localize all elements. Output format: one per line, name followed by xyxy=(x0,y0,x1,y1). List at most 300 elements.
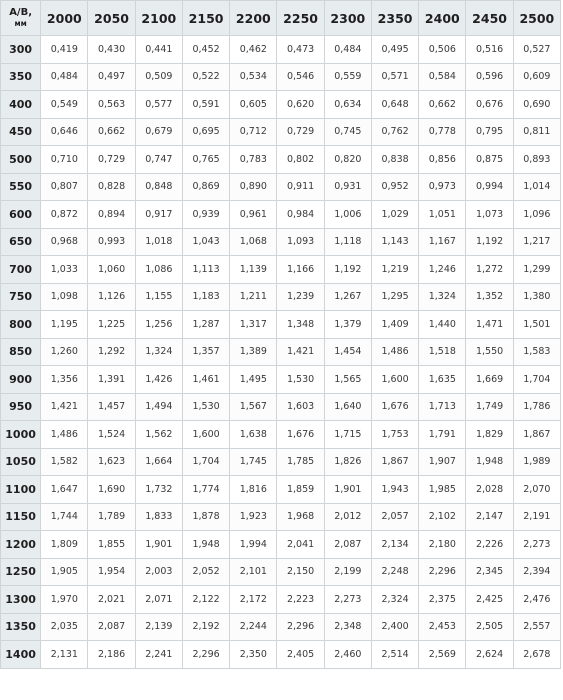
row-header: 1300 xyxy=(1,586,41,614)
table-cell: 1,968 xyxy=(277,503,324,531)
table-cell: 1,155 xyxy=(135,283,182,311)
table-cell: 0,609 xyxy=(513,63,560,91)
table-cell: 1,985 xyxy=(419,476,466,504)
table-cell: 1,669 xyxy=(466,366,513,394)
table-cell: 0,765 xyxy=(182,146,229,174)
row-header: 900 xyxy=(1,366,41,394)
row-header: 300 xyxy=(1,36,41,64)
corner-header-cell xyxy=(1,1,41,36)
table-cell: 1,317 xyxy=(230,311,277,339)
column-header: 2050 xyxy=(88,1,135,36)
table-cell: 2,324 xyxy=(371,586,418,614)
table-cell: 1,295 xyxy=(371,283,418,311)
table-cell: 1,409 xyxy=(371,311,418,339)
table-cell: 1,096 xyxy=(513,201,560,229)
table-cell: 1,786 xyxy=(513,393,560,421)
column-header: 2450 xyxy=(466,1,513,36)
table-cell: 0,679 xyxy=(135,118,182,146)
table-cell: 0,676 xyxy=(466,91,513,119)
table-cell: 2,028 xyxy=(466,476,513,504)
table-cell: 0,890 xyxy=(230,173,277,201)
table-cell: 1,647 xyxy=(41,476,88,504)
table-cell: 0,534 xyxy=(230,63,277,91)
table-cell: 2,147 xyxy=(466,503,513,531)
table-cell: 1,391 xyxy=(88,366,135,394)
table-cell: 2,624 xyxy=(466,641,513,669)
table-cell: 1,948 xyxy=(466,448,513,476)
table-row xyxy=(1,256,561,284)
table-row xyxy=(1,366,561,394)
column-header: 2000 xyxy=(41,1,88,36)
table-cell: 1,494 xyxy=(135,393,182,421)
table-cell: 1,139 xyxy=(230,256,277,284)
column-header: 2250 xyxy=(277,1,324,36)
table-cell: 1,901 xyxy=(135,531,182,559)
table-cell: 0,911 xyxy=(277,173,324,201)
table-row xyxy=(1,531,561,559)
row-header: 950 xyxy=(1,393,41,421)
table-cell: 1,855 xyxy=(88,531,135,559)
table-cell: 1,471 xyxy=(466,311,513,339)
row-header: 650 xyxy=(1,228,41,256)
table-cell: 0,952 xyxy=(371,173,418,201)
table-cell: 1,098 xyxy=(41,283,88,311)
table-cell: 1,901 xyxy=(324,476,371,504)
table-cell: 1,183 xyxy=(182,283,229,311)
table-cell: 1,421 xyxy=(41,393,88,421)
row-header: 1100 xyxy=(1,476,41,504)
table-cell: 2,394 xyxy=(513,558,560,586)
table-cell: 0,762 xyxy=(371,118,418,146)
table-cell: 0,710 xyxy=(41,146,88,174)
table-cell: 0,577 xyxy=(135,91,182,119)
table-cell: 0,838 xyxy=(371,146,418,174)
table-cell: 1,272 xyxy=(466,256,513,284)
table-cell: 2,453 xyxy=(419,613,466,641)
table-cell: 1,389 xyxy=(230,338,277,366)
table-row xyxy=(1,63,561,91)
table-row xyxy=(1,476,561,504)
table-cell: 0,872 xyxy=(41,201,88,229)
table-cell: 1,690 xyxy=(88,476,135,504)
table-cell: 1,713 xyxy=(419,393,466,421)
table-cell: 1,086 xyxy=(135,256,182,284)
table-cell: 0,745 xyxy=(324,118,371,146)
table-cell: 0,473 xyxy=(277,36,324,64)
table-row xyxy=(1,118,561,146)
table-cell: 1,457 xyxy=(88,393,135,421)
table-cell: 0,811 xyxy=(513,118,560,146)
table-cell: 0,893 xyxy=(513,146,560,174)
table-cell: 1,292 xyxy=(88,338,135,366)
row-header: 400 xyxy=(1,91,41,119)
table-cell: 2,505 xyxy=(466,613,513,641)
table-cell: 2,150 xyxy=(277,558,324,586)
table-cell: 1,018 xyxy=(135,228,182,256)
table-row xyxy=(1,448,561,476)
table-cell: 2,296 xyxy=(277,613,324,641)
corner-label: A/B, xyxy=(9,7,32,18)
table-cell: 2,678 xyxy=(513,641,560,669)
table-cell: 0,506 xyxy=(419,36,466,64)
table-cell: 0,549 xyxy=(41,91,88,119)
table-cell: 2,087 xyxy=(324,531,371,559)
table-cell: 1,732 xyxy=(135,476,182,504)
table-cell: 0,961 xyxy=(230,201,277,229)
table-cell: 1,143 xyxy=(371,228,418,256)
table-cell: 2,122 xyxy=(182,586,229,614)
table-row xyxy=(1,173,561,201)
table-cell: 0,917 xyxy=(135,201,182,229)
table-cell: 2,345 xyxy=(466,558,513,586)
table-cell: 2,087 xyxy=(88,613,135,641)
table-cell: 1,348 xyxy=(277,311,324,339)
table-cell: 1,267 xyxy=(324,283,371,311)
table-cell: 0,430 xyxy=(88,36,135,64)
table-cell: 0,875 xyxy=(466,146,513,174)
table-cell: 2,248 xyxy=(371,558,418,586)
table-cell: 1,753 xyxy=(371,421,418,449)
table-cell: 0,783 xyxy=(230,146,277,174)
table-cell: 1,948 xyxy=(182,531,229,559)
table-cell: 2,071 xyxy=(135,586,182,614)
row-header: 550 xyxy=(1,173,41,201)
column-header: 2400 xyxy=(419,1,466,36)
table-cell: 1,192 xyxy=(324,256,371,284)
table-cell: 2,101 xyxy=(230,558,277,586)
table-cell: 2,476 xyxy=(513,586,560,614)
table-row xyxy=(1,228,561,256)
table-cell: 0,994 xyxy=(466,173,513,201)
table-cell: 2,003 xyxy=(135,558,182,586)
table-cell: 1,635 xyxy=(419,366,466,394)
table-cell: 1,501 xyxy=(513,311,560,339)
table-row xyxy=(1,641,561,669)
table-cell: 0,856 xyxy=(419,146,466,174)
table-cell: 1,704 xyxy=(513,366,560,394)
table-cell: 1,524 xyxy=(88,421,135,449)
table-cell: 2,057 xyxy=(371,503,418,531)
table-cell: 1,246 xyxy=(419,256,466,284)
table-cell: 1,421 xyxy=(277,338,324,366)
table-cell: 1,867 xyxy=(371,448,418,476)
table-cell: 2,139 xyxy=(135,613,182,641)
table-cell: 1,287 xyxy=(182,311,229,339)
table-cell: 0,527 xyxy=(513,36,560,64)
table-cell: 1,562 xyxy=(135,421,182,449)
table-body xyxy=(1,36,561,669)
table-cell: 2,041 xyxy=(277,531,324,559)
row-header: 800 xyxy=(1,311,41,339)
table-cell: 1,749 xyxy=(466,393,513,421)
table-cell: 1,379 xyxy=(324,311,371,339)
table-cell: 1,166 xyxy=(277,256,324,284)
table-cell: 2,012 xyxy=(324,503,371,531)
table-row xyxy=(1,421,561,449)
table-cell: 1,600 xyxy=(371,366,418,394)
table-cell: 1,352 xyxy=(466,283,513,311)
table-row xyxy=(1,393,561,421)
column-header: 2350 xyxy=(371,1,418,36)
table-cell: 0,419 xyxy=(41,36,88,64)
table-cell: 2,375 xyxy=(419,586,466,614)
table-cell: 0,712 xyxy=(230,118,277,146)
row-header: 1000 xyxy=(1,421,41,449)
table-cell: 2,052 xyxy=(182,558,229,586)
table-cell: 1,789 xyxy=(88,503,135,531)
table-cell: 1,829 xyxy=(466,421,513,449)
row-header: 450 xyxy=(1,118,41,146)
row-header: 700 xyxy=(1,256,41,284)
table-row xyxy=(1,91,561,119)
row-header: 1150 xyxy=(1,503,41,531)
table-cell: 1,051 xyxy=(419,201,466,229)
table-cell: 0,559 xyxy=(324,63,371,91)
table-cell: 1,380 xyxy=(513,283,560,311)
table-cell: 1,715 xyxy=(324,421,371,449)
table-cell: 0,747 xyxy=(135,146,182,174)
table-cell: 0,509 xyxy=(135,63,182,91)
table-cell: 1,486 xyxy=(371,338,418,366)
column-header: 2150 xyxy=(182,1,229,36)
table-cell: 1,923 xyxy=(230,503,277,531)
table-cell: 0,646 xyxy=(41,118,88,146)
table-cell: 1,905 xyxy=(41,558,88,586)
table-cell: 1,219 xyxy=(371,256,418,284)
table-cell: 1,970 xyxy=(41,586,88,614)
table-cell: 0,648 xyxy=(371,91,418,119)
table-cell: 0,522 xyxy=(182,63,229,91)
table-cell: 1,073 xyxy=(466,201,513,229)
table-cell: 1,195 xyxy=(41,311,88,339)
table-cell: 1,530 xyxy=(277,366,324,394)
table-cell: 1,118 xyxy=(324,228,371,256)
table-cell: 2,273 xyxy=(324,586,371,614)
row-header: 600 xyxy=(1,201,41,229)
row-header: 1400 xyxy=(1,641,41,669)
table-cell: 2,296 xyxy=(182,641,229,669)
table-cell: 1,878 xyxy=(182,503,229,531)
table-cell: 2,460 xyxy=(324,641,371,669)
table-cell: 0,968 xyxy=(41,228,88,256)
table-cell: 1,816 xyxy=(230,476,277,504)
table-cell: 1,994 xyxy=(230,531,277,559)
table-cell: 0,662 xyxy=(419,91,466,119)
table-cell: 0,584 xyxy=(419,63,466,91)
table-cell: 2,070 xyxy=(513,476,560,504)
table-cell: 1,603 xyxy=(277,393,324,421)
table-cell: 1,211 xyxy=(230,283,277,311)
table-cell: 1,664 xyxy=(135,448,182,476)
table-cell: 0,939 xyxy=(182,201,229,229)
table-cell: 2,405 xyxy=(277,641,324,669)
row-header: 1200 xyxy=(1,531,41,559)
table-cell: 2,296 xyxy=(419,558,466,586)
table-cell: 1,640 xyxy=(324,393,371,421)
table-cell: 0,931 xyxy=(324,173,371,201)
table-cell: 0,516 xyxy=(466,36,513,64)
table-cell: 1,791 xyxy=(419,421,466,449)
table-cell: 1,461 xyxy=(182,366,229,394)
table-cell: 1,565 xyxy=(324,366,371,394)
table-cell: 2,102 xyxy=(419,503,466,531)
row-header: 350 xyxy=(1,63,41,91)
table-cell: 0,802 xyxy=(277,146,324,174)
table-cell: 0,591 xyxy=(182,91,229,119)
column-header: 2200 xyxy=(230,1,277,36)
table-cell: 1,167 xyxy=(419,228,466,256)
table-cell: 1,989 xyxy=(513,448,560,476)
table-cell: 1,676 xyxy=(277,421,324,449)
table-row xyxy=(1,613,561,641)
table-cell: 0,620 xyxy=(277,91,324,119)
table-cell: 1,638 xyxy=(230,421,277,449)
table-cell: 0,729 xyxy=(88,146,135,174)
table-cell: 1,567 xyxy=(230,393,277,421)
table-cell: 1,217 xyxy=(513,228,560,256)
table-cell: 1,833 xyxy=(135,503,182,531)
table-row xyxy=(1,201,561,229)
column-header: 2300 xyxy=(324,1,371,36)
table-row xyxy=(1,338,561,366)
table-cell: 0,605 xyxy=(230,91,277,119)
table-cell: 2,348 xyxy=(324,613,371,641)
table-cell: 0,571 xyxy=(371,63,418,91)
table-cell: 1,068 xyxy=(230,228,277,256)
table-cell: 1,704 xyxy=(182,448,229,476)
table-cell: 2,244 xyxy=(230,613,277,641)
table-cell: 0,452 xyxy=(182,36,229,64)
table-cell: 1,550 xyxy=(466,338,513,366)
table-row xyxy=(1,311,561,339)
table-cell: 1,867 xyxy=(513,421,560,449)
table-header xyxy=(1,1,561,36)
table-row xyxy=(1,36,561,64)
table-cell: 2,134 xyxy=(371,531,418,559)
table-cell: 2,180 xyxy=(419,531,466,559)
table-cell: 0,894 xyxy=(88,201,135,229)
table-cell: 1,014 xyxy=(513,173,560,201)
table-cell: 1,744 xyxy=(41,503,88,531)
table-cell: 1,260 xyxy=(41,338,88,366)
table-cell: 2,226 xyxy=(466,531,513,559)
column-header: 2100 xyxy=(135,1,182,36)
table-cell: 1,324 xyxy=(419,283,466,311)
table-cell: 1,676 xyxy=(371,393,418,421)
row-header: 850 xyxy=(1,338,41,366)
table-cell: 2,514 xyxy=(371,641,418,669)
table-cell: 1,126 xyxy=(88,283,135,311)
column-header: 2500 xyxy=(513,1,560,36)
table-cell: 2,192 xyxy=(182,613,229,641)
table-cell: 1,256 xyxy=(135,311,182,339)
table-cell: 0,993 xyxy=(88,228,135,256)
table-cell: 0,484 xyxy=(324,36,371,64)
table-cell: 0,807 xyxy=(41,173,88,201)
table-cell: 0,778 xyxy=(419,118,466,146)
table-cell: 0,546 xyxy=(277,63,324,91)
table-cell: 1,785 xyxy=(277,448,324,476)
table-cell: 1,299 xyxy=(513,256,560,284)
row-header: 500 xyxy=(1,146,41,174)
table-cell: 0,634 xyxy=(324,91,371,119)
table-cell: 2,350 xyxy=(230,641,277,669)
table-cell: 0,484 xyxy=(41,63,88,91)
table-cell: 1,426 xyxy=(135,366,182,394)
table-cell: 0,973 xyxy=(419,173,466,201)
table-cell: 0,729 xyxy=(277,118,324,146)
table-cell: 0,662 xyxy=(88,118,135,146)
table-cell: 2,400 xyxy=(371,613,418,641)
table-cell: 0,497 xyxy=(88,63,135,91)
table-cell: 1,943 xyxy=(371,476,418,504)
corner-unit: мм xyxy=(14,19,27,28)
table-cell: 0,563 xyxy=(88,91,135,119)
table-cell: 1,600 xyxy=(182,421,229,449)
table-cell: 0,795 xyxy=(466,118,513,146)
table-cell: 0,848 xyxy=(135,173,182,201)
table-cell: 1,239 xyxy=(277,283,324,311)
table-cell: 1,043 xyxy=(182,228,229,256)
table-cell: 0,690 xyxy=(513,91,560,119)
table-cell: 2,223 xyxy=(277,586,324,614)
table-cell: 2,191 xyxy=(513,503,560,531)
table-cell: 1,518 xyxy=(419,338,466,366)
table-cell: 1,356 xyxy=(41,366,88,394)
table-cell: 1,033 xyxy=(41,256,88,284)
table-cell: 2,035 xyxy=(41,613,88,641)
table-cell: 1,809 xyxy=(41,531,88,559)
table-cell: 1,440 xyxy=(419,311,466,339)
table-cell: 1,954 xyxy=(88,558,135,586)
table-cell: 1,093 xyxy=(277,228,324,256)
table-cell: 1,006 xyxy=(324,201,371,229)
header-row xyxy=(1,1,561,36)
table-cell: 0,984 xyxy=(277,201,324,229)
table-cell: 1,582 xyxy=(41,448,88,476)
table-cell: 1,774 xyxy=(182,476,229,504)
row-header: 750 xyxy=(1,283,41,311)
table-row xyxy=(1,146,561,174)
table-cell: 0,869 xyxy=(182,173,229,201)
row-header: 1050 xyxy=(1,448,41,476)
table-cell: 1,113 xyxy=(182,256,229,284)
table-row xyxy=(1,503,561,531)
table-cell: 1,357 xyxy=(182,338,229,366)
table-cell: 2,273 xyxy=(513,531,560,559)
table-cell: 2,425 xyxy=(466,586,513,614)
table-cell: 1,029 xyxy=(371,201,418,229)
table-cell: 0,495 xyxy=(371,36,418,64)
table-cell: 1,623 xyxy=(88,448,135,476)
table-cell: 2,186 xyxy=(88,641,135,669)
table-cell: 1,530 xyxy=(182,393,229,421)
table-cell: 1,745 xyxy=(230,448,277,476)
table-cell: 2,021 xyxy=(88,586,135,614)
table-cell: 0,441 xyxy=(135,36,182,64)
table-cell: 0,596 xyxy=(466,63,513,91)
table-cell: 1,324 xyxy=(135,338,182,366)
table-cell: 1,859 xyxy=(277,476,324,504)
table-cell: 0,695 xyxy=(182,118,229,146)
table-row xyxy=(1,558,561,586)
table-row xyxy=(1,283,561,311)
table-cell: 1,495 xyxy=(230,366,277,394)
table-cell: 0,828 xyxy=(88,173,135,201)
table-cell: 1,225 xyxy=(88,311,135,339)
table-cell: 1,907 xyxy=(419,448,466,476)
row-header: 1250 xyxy=(1,558,41,586)
